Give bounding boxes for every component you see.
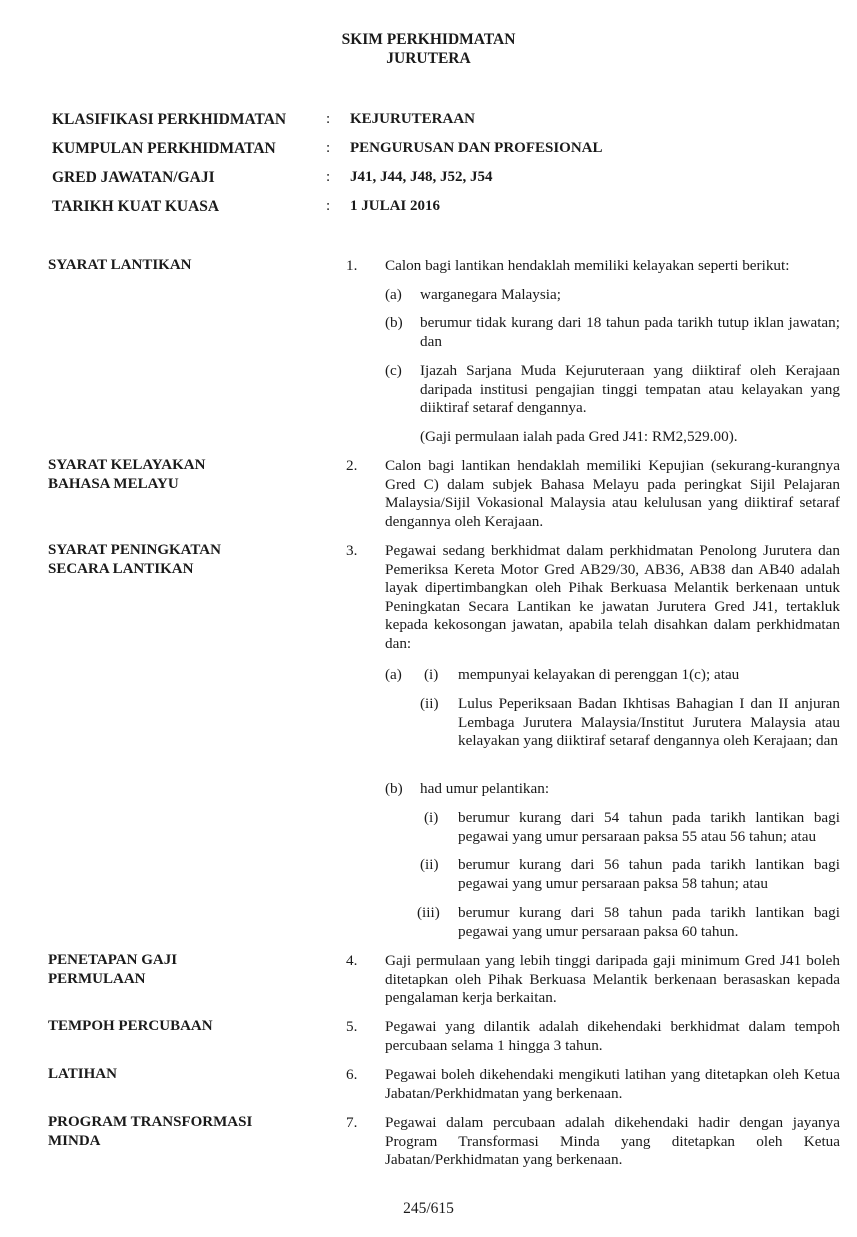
section-1-item-c: Ijazah Sarjana Muda Kejuruteraan yang diiktiraf oleh Kerajaan daripada institusi pengajian tinggi tempatan atau kelayakan yang diiktiraf setaraf dengannya. (420, 362, 840, 416)
section-number: 3. (346, 542, 358, 559)
section-2-text: Calon bagi lantikan hendaklah memiliki Kepujian (sekurang-kurangnya Gred C) dalam subjek Bahasa Melayu pada peringkat Sijil Pelajaran Malaysia/Sijil Vokasional Malaysia atau kelulusan yang diiktiraf setaraf dengannya oleh Kerajaan. (385, 457, 840, 530)
section-number: 4. (346, 952, 358, 969)
header-value-klasifikasi: KEJURUTERAAN (350, 111, 476, 127)
section-label-gaji-line2: PERMULAAN (48, 971, 146, 987)
page-number: 245/615 (403, 1200, 454, 1217)
section-3-b: had umur pelantikan: (420, 780, 550, 797)
section-label-syarat-lantikan: SYARAT LANTIKAN (48, 257, 192, 273)
item-mark: (a) (385, 286, 402, 303)
section-3-b-ii: berumur kurang dari 56 tahun pada tarikh lantikan bagi pegawai yang umur persaraan paksa 58 tahun; atau (458, 856, 840, 892)
section-number: 6. (346, 1066, 358, 1083)
header-label-kumpulan: KUMPULAN PERKHIDMATAN (52, 140, 276, 157)
section-7-text: Pegawai dalam percubaan adalah dikehendaki hadir dengan jayanya Program Transformasi Minda yang ditetapkan oleh Ketua Jabatan/Perkhidmatan yang berkenaan. (385, 1114, 840, 1168)
header-colon: : (326, 198, 331, 214)
subitem-mark: (ii) (420, 695, 439, 712)
subitem-mark: (i) (424, 809, 439, 826)
header-colon: : (326, 111, 331, 127)
section-3-b-i: berumur kurang dari 54 tahun pada tarikh lantikan bagi pegawai yang umur persaraan paksa 55 atau 56 tahun; atau (458, 809, 840, 845)
section-1-item-a: warganegara Malaysia; (420, 286, 561, 303)
document-title-line1: SKIM PERKHIDMATAN (341, 31, 516, 48)
header-label-klasifikasi: KLASIFIKASI PERKHIDMATAN (52, 111, 287, 128)
section-label-peningkatan-line2: SECARA LANTIKAN (48, 561, 194, 577)
header-value-tarikh: 1 JULAI 2016 (350, 198, 441, 214)
subitem-mark: (i) (424, 666, 439, 683)
section-3-b-iii: berumur kurang dari 58 tahun pada tarikh lantikan bagi pegawai yang umur persaraan paksa 60 tahun. (458, 904, 840, 940)
section-label-gaji-line1: PENETAPAN GAJI (48, 952, 178, 968)
item-mark: (c) (385, 362, 402, 379)
section-6-text: Pegawai boleh dikehendaki mengikuti latihan yang ditetapkan oleh Ketua Jabatan/Perkhidmatan yang berkenaan. (385, 1066, 840, 1102)
section-4-text: Gaji permulaan yang lebih tinggi daripada gaji minimum Gred J41 boleh ditetapkan oleh Pihak Berkuasa Melantik berkenaan berasaskan kepada pengalaman kerja berkaitan. (385, 952, 840, 1006)
header-label-tarikh: TARIKH KUAT KUASA (52, 198, 220, 215)
section-label-transformasi-line2: MINDA (48, 1133, 101, 1149)
section-label-percubaan: TEMPOH PERCUBAAN (48, 1018, 213, 1034)
section-label-transformasi-line1: PROGRAM TRANSFORMASI (48, 1114, 253, 1130)
section-number: 2. (346, 457, 358, 474)
section-label-latihan: LATIHAN (48, 1066, 117, 1082)
section-label-kelayakan-bm-line2: BAHASA MELAYU (48, 476, 179, 492)
item-mark: (b) (385, 780, 403, 797)
section-label-kelayakan-bm-line1: SYARAT KELAYAKAN (48, 457, 206, 473)
header-colon: : (326, 169, 331, 185)
item-mark: (b) (385, 314, 403, 331)
section-5-text: Pegawai yang dilantik adalah dikehendaki berkhidmat dalam tempoh percubaan selama 1 hingga 3 tahun. (385, 1018, 840, 1054)
subitem-mark: (iii) (417, 904, 440, 921)
section-3-a-ii: Lulus Peperiksaan Badan Ikhtisas Bahagian I dan II anjuran Lembaga Jurutera Malaysia/Institut Jurutera Malaysia atau kelayakan yang diiktiraf setaraf dengannya oleh Kerajaan; dan (458, 695, 840, 749)
section-number: 7. (346, 1114, 358, 1131)
document-title-line2: JURUTERA (386, 50, 471, 67)
section-number: 5. (346, 1018, 358, 1035)
section-label-peningkatan-line1: SYARAT PENINGKATAN (48, 542, 221, 558)
section-1-item-b: berumur tidak kurang dari 18 tahun pada tarikh tutup iklan jawatan; dan (420, 314, 840, 350)
header-value-gred: J41, J44, J48, J52, J54 (350, 169, 493, 185)
header-label-gred: GRED JAWATAN/GAJI (52, 169, 215, 186)
section-1-salary-note: (Gaji permulaan ialah pada Gred J41: RM2,529.00). (420, 428, 738, 445)
item-mark: (a) (385, 666, 402, 683)
subitem-mark: (ii) (420, 856, 439, 873)
section-3-a-i: mempunyai kelayakan di perenggan 1(c); atau (458, 666, 740, 683)
section-1-text: Calon bagi lantikan hendaklah memiliki kelayakan seperti berikut: (385, 257, 790, 274)
section-3-text: Pegawai sedang berkhidmat dalam perkhidmatan Penolong Jurutera dan Pemeriksa Kereta Motor Gred AB29/30, AB36, AB38 dan AB40 adalah layak dipertimbangkan oleh Pihak Berkuasa Melantik berkenaan untuk Peningkatan Secara Lantikan ke jawatan Jurutera Gred J41, tertakluk kepada kekosongan jawatan, apabila telah disahkan dalam perkhidmatan dan: (385, 542, 840, 652)
header-colon: : (326, 140, 331, 156)
header-value-kumpulan: PENGURUSAN DAN PROFESIONAL (350, 140, 603, 156)
section-number: 1. (346, 257, 358, 274)
